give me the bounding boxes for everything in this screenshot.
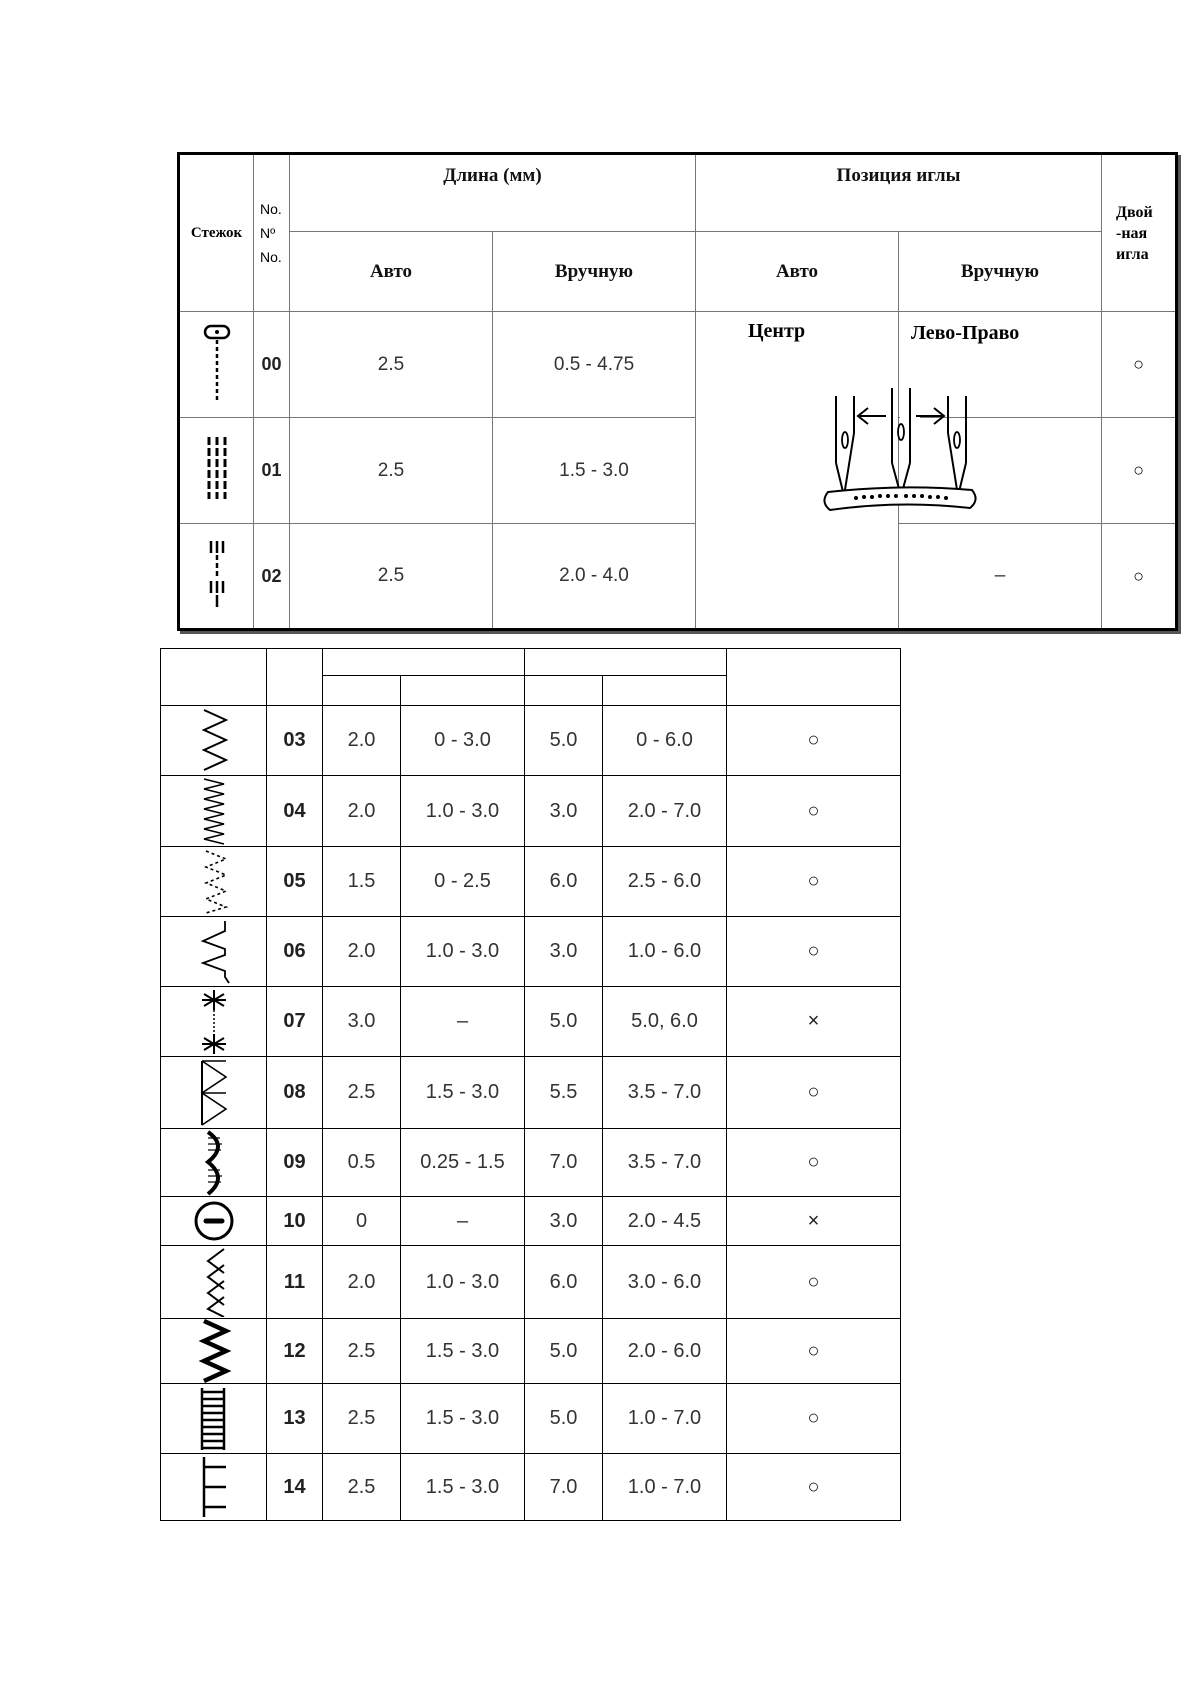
length-auto: 0: [323, 1197, 401, 1246]
stitch-number: 08: [267, 1057, 323, 1129]
empty-header-position: [525, 649, 727, 676]
twin-needle-value: ○: [727, 1319, 901, 1384]
blanket-stitch-icon: [161, 1454, 267, 1521]
button-sew-icon: [161, 1197, 267, 1246]
length-auto: 3.0: [323, 987, 401, 1057]
width-manual: 1.0 - 7.0: [603, 1454, 727, 1521]
length-auto: 2.0: [323, 706, 401, 776]
empty-subheader: [525, 676, 603, 706]
zigzag-stitch-icon: [161, 706, 267, 776]
width-auto: 7.0: [525, 1454, 603, 1521]
length-auto: 2.5: [323, 1454, 401, 1521]
width-manual: 3.0 - 6.0: [603, 1246, 727, 1319]
table-row: [161, 706, 901, 776]
needle-left-right-label: Лево-Право: [911, 322, 1020, 344]
position-auto-header: Авто: [696, 232, 899, 312]
length-auto: 2.5: [290, 418, 493, 524]
length-manual: 1.5 - 3.0: [401, 1057, 525, 1129]
length-manual: 1.5 - 3.0: [401, 1454, 525, 1521]
length-header: Длина (мм): [290, 154, 696, 232]
stitch-number: 05: [267, 847, 323, 917]
triple-straight-stitch-icon: [179, 418, 254, 524]
width-auto: 3.0: [525, 776, 603, 847]
length-auto-header: Авто: [290, 232, 493, 312]
stitch-number: 13: [267, 1384, 323, 1454]
width-manual: 3.5 - 7.0: [603, 1057, 727, 1129]
length-manual: 1.0 - 3.0: [401, 776, 525, 847]
twin-needle-value: ○: [727, 1129, 901, 1197]
table-row: [161, 1454, 901, 1521]
length-auto: 2.0: [323, 1246, 401, 1319]
needle-position-header: Позиция иглы: [696, 154, 1102, 232]
twin-needle-value: ○: [1102, 524, 1177, 630]
twin-needle-value: ×: [727, 987, 901, 1057]
position-manual-header: Вручную: [899, 232, 1102, 312]
length-auto: 2.5: [290, 524, 493, 630]
stitch-number: 14: [267, 1454, 323, 1521]
length-auto: 2.5: [323, 1384, 401, 1454]
multi-zigzag-stitch-icon: [161, 776, 267, 847]
stitch-number: 10: [267, 1197, 323, 1246]
twin-needle-value: ○: [727, 1384, 901, 1454]
length-auto: 2.5: [323, 1319, 401, 1384]
stitch-number: 01: [254, 418, 290, 524]
twin-needle-value: ○: [727, 1454, 901, 1521]
number-header: No. Nº No.: [254, 154, 290, 312]
empty-header-stitch: [161, 649, 267, 706]
stitch-header: Стежок: [179, 154, 254, 312]
empty-subheader: [603, 676, 727, 706]
width-auto: 5.0: [525, 1319, 603, 1384]
table-row: [161, 917, 901, 987]
blind-hem-stitch-icon: [161, 917, 267, 987]
empty-subheader: [323, 676, 401, 706]
stitch-number: 06: [267, 917, 323, 987]
table-row: [161, 1197, 901, 1246]
length-manual: 2.0 - 4.0: [493, 524, 696, 630]
empty-subheader: [401, 676, 525, 706]
stitch-settings-table-top: [177, 152, 1178, 631]
twin-needle-value: ○: [727, 1246, 901, 1319]
width-manual: 2.0 - 4.5: [603, 1197, 727, 1246]
width-manual: 2.0 - 6.0: [603, 1319, 727, 1384]
overlock-stitch-icon: [161, 1057, 267, 1129]
stitch-number: 12: [267, 1319, 323, 1384]
feather-stitch-icon: [161, 1246, 267, 1319]
table-row: [161, 1129, 901, 1197]
width-auto: 5.0: [525, 1384, 603, 1454]
width-auto: 6.0: [525, 1246, 603, 1319]
width-manual: 5.0, 6.0: [603, 987, 727, 1057]
width-manual: 2.5 - 6.0: [603, 847, 727, 917]
stitch-number: 03: [267, 706, 323, 776]
needle-position-icon: [820, 388, 980, 518]
stitch-number: 09: [267, 1129, 323, 1197]
width-auto: 5.0: [525, 706, 603, 776]
empty-header-number: [267, 649, 323, 706]
length-auto: 2.5: [290, 312, 493, 418]
table-row: [179, 418, 1177, 524]
width-auto: 6.0: [525, 847, 603, 917]
twin-needle-value: ○: [1102, 418, 1177, 524]
length-auto: 1.5: [323, 847, 401, 917]
width-auto: 3.0: [525, 1197, 603, 1246]
length-auto: 2.0: [323, 917, 401, 987]
table-row: [161, 1246, 901, 1319]
stretch-straight-stitch-icon: [179, 524, 254, 630]
width-auto: 3.0: [525, 917, 603, 987]
length-manual: 1.5 - 3.0: [401, 1319, 525, 1384]
length-auto: 0.5: [323, 1129, 401, 1197]
length-auto: 2.0: [323, 776, 401, 847]
table-row: [161, 1319, 901, 1384]
twin-needle-value: ○: [727, 917, 901, 987]
shell-stitch-icon: [161, 1129, 267, 1197]
width-auto: 5.0: [525, 987, 603, 1057]
length-manual: –: [401, 987, 525, 1057]
length-manual: –: [401, 1197, 525, 1246]
table-row: [161, 776, 901, 847]
length-auto: 2.5: [323, 1057, 401, 1129]
twin-needle-header: Двой -ная игла: [1102, 154, 1177, 312]
empty-header-length: [323, 649, 525, 676]
straight-stitch-icon: [179, 312, 254, 418]
stitch-settings-table-bottom: [160, 648, 901, 1521]
length-manual: 1.0 - 3.0: [401, 1246, 525, 1319]
twin-needle-value: ○: [727, 706, 901, 776]
table-row: [161, 847, 901, 917]
length-manual: 1.5 - 3.0: [401, 1384, 525, 1454]
stitch-number: 07: [267, 987, 323, 1057]
table-row: [179, 312, 1177, 418]
length-manual: 0.5 - 4.75: [493, 312, 696, 418]
dotted-zigzag-stitch-icon: [161, 847, 267, 917]
star-stitch-icon: [161, 987, 267, 1057]
heavy-zigzag-stitch-icon: [161, 1319, 267, 1384]
table-row: [161, 987, 901, 1057]
ladder-overlock-stitch-icon: [161, 1384, 267, 1454]
stitch-number: 11: [267, 1246, 323, 1319]
table-row: [179, 524, 1177, 630]
length-manual: 0.25 - 1.5: [401, 1129, 525, 1197]
twin-needle-value: ○: [727, 776, 901, 847]
width-manual: 3.5 - 7.0: [603, 1129, 727, 1197]
empty-header-twin: [727, 649, 901, 706]
width-manual: 2.0 - 7.0: [603, 776, 727, 847]
length-manual: 0 - 3.0: [401, 706, 525, 776]
width-manual: 1.0 - 7.0: [603, 1384, 727, 1454]
length-manual: 0 - 2.5: [401, 847, 525, 917]
needle-center-label: Центр: [748, 320, 806, 342]
width-auto: 7.0: [525, 1129, 603, 1197]
width-manual: 1.0 - 6.0: [603, 917, 727, 987]
needle-position-manual: –: [899, 524, 1102, 630]
table-row: [161, 1057, 901, 1129]
twin-needle-value: ×: [727, 1197, 901, 1246]
length-manual-header: Вручную: [493, 232, 696, 312]
stitch-number: 02: [254, 524, 290, 630]
width-auto: 5.5: [525, 1057, 603, 1129]
length-manual: 1.5 - 3.0: [493, 418, 696, 524]
table-row: [161, 1384, 901, 1454]
stitch-number: 00: [254, 312, 290, 418]
width-manual: 0 - 6.0: [603, 706, 727, 776]
twin-needle-value: ○: [727, 847, 901, 917]
length-manual: 1.0 - 3.0: [401, 917, 525, 987]
twin-needle-value: ○: [1102, 312, 1177, 418]
stitch-number: 04: [267, 776, 323, 847]
twin-needle-value: ○: [727, 1057, 901, 1129]
